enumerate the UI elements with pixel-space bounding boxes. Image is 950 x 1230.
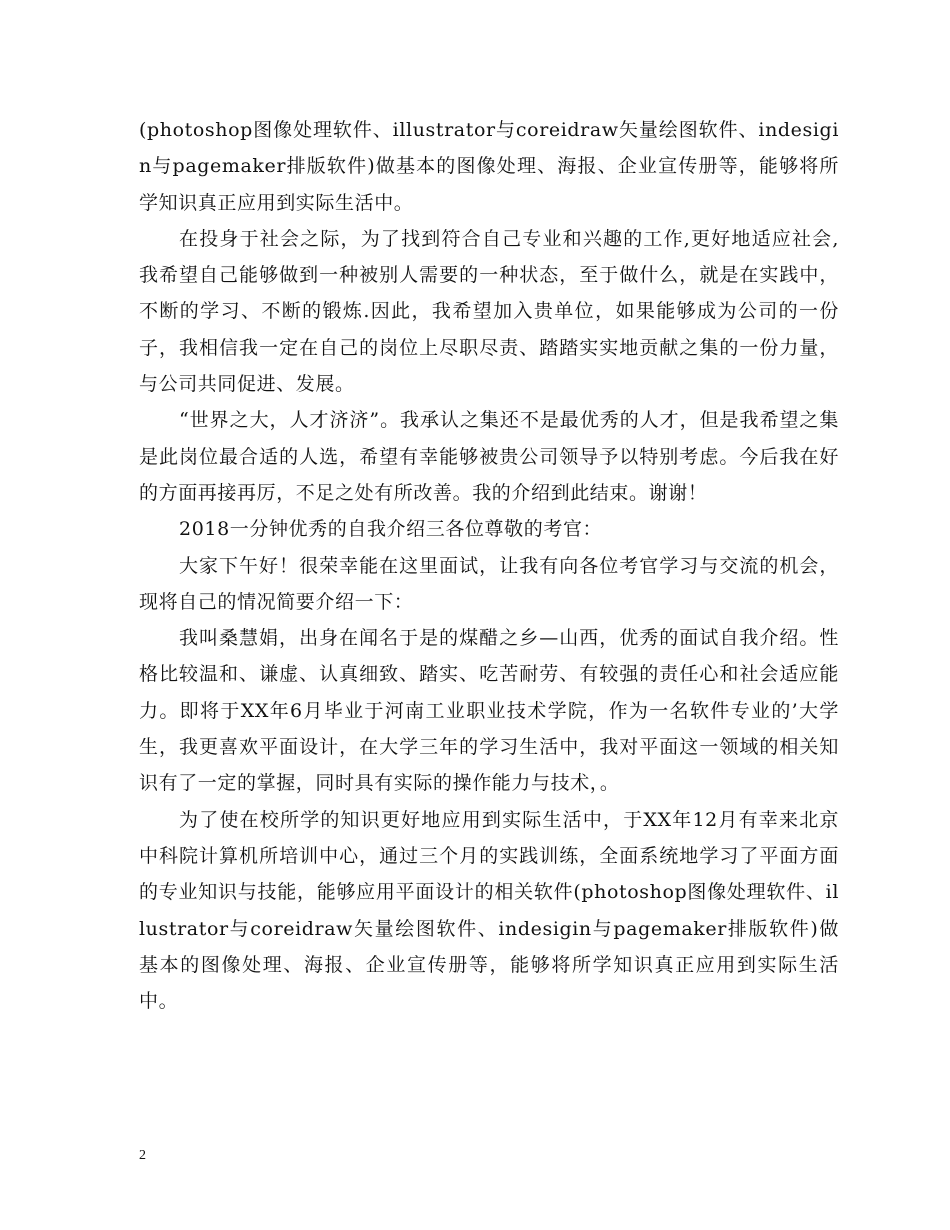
paragraph-personal-introduction: 我叫桑慧娟，出身在闻名于是的煤醋之乡—山西，优秀的面试自我介绍。性格比较温和、谦虚、认真细致、踏实、吃苦耐劳、有较强的责任心和社会适应能力。即将于XX年6月毕业于河南工业职业技术学院，作为一名软件专业的’大学生，我更喜欢平面设计，在大学三年的学习生活中，我对平面这一领域的相关知识有了一定的掌握，同时具有实际的操作能力与技术，。 <box>139 627 839 795</box>
page-number: 2 <box>139 1148 146 1163</box>
paragraph-career-goals: 在投身于社会之际，为了找到符合自己专业和兴趣的工作,更好地适应社会,我希望自己能够做到一种被别人需要的一种状态，至于做什么，就是在实践中，不断的学习、不断的锻炼.因此，我希望加入贵单位，如果能够成为公司的一份子，我相信我一定在自己的岗位上尽职尽责、踏踏实实地贡献之集的一份力量，与公司共同促进、发展。 <box>139 227 839 396</box>
paragraph-greeting: 大家下午好！很荣幸能在这里面试，让我有向各位考官学习与交流的机会，现将自己的情况简要介绍一下： <box>139 554 839 613</box>
paragraph-closing-remarks: “世界之大，人才济济”。我承认之集还不是最优秀的人才，但是我希望之集是此岗位最合适的人选，希望有幸能够被贵公司领导予以特别考虑。今后我在好的方面再接再厉，不足之处有所改善。我的介绍到此结束。谢谢！ <box>139 409 839 504</box>
paragraph-section-heading: 2018一分钟优秀的自我介绍三各位尊敬的考官： <box>179 518 603 541</box>
paragraph-software-skills-continued: (photoshop图像处理软件、illustrator与coreidraw矢量绘图软件、indesigin与pagemaker排版软件)做基本的图像处理、海报、企业宣传册等，能够将所学知识真正应用到实际生活中。 <box>139 119 839 214</box>
document-body <box>139 112 839 1019</box>
paragraph-training-experience: 为了使在校所学的知识更好地应用到实际生活中，于XX年12月有幸来北京中科院计算机所培训中心，通过三个月的实践训练，全面系统地学习了平面方面的专业知识与技能，能够应用平面设计的相关软件(photoshop图像处理软件、illustrator与coreidraw矢量绘图软件、indesigin与pagemaker排版软件)做基本的图像处理、海报、企业宣传册等，能够将所学知识真正应用到实际生活中。 <box>139 808 839 1013</box>
